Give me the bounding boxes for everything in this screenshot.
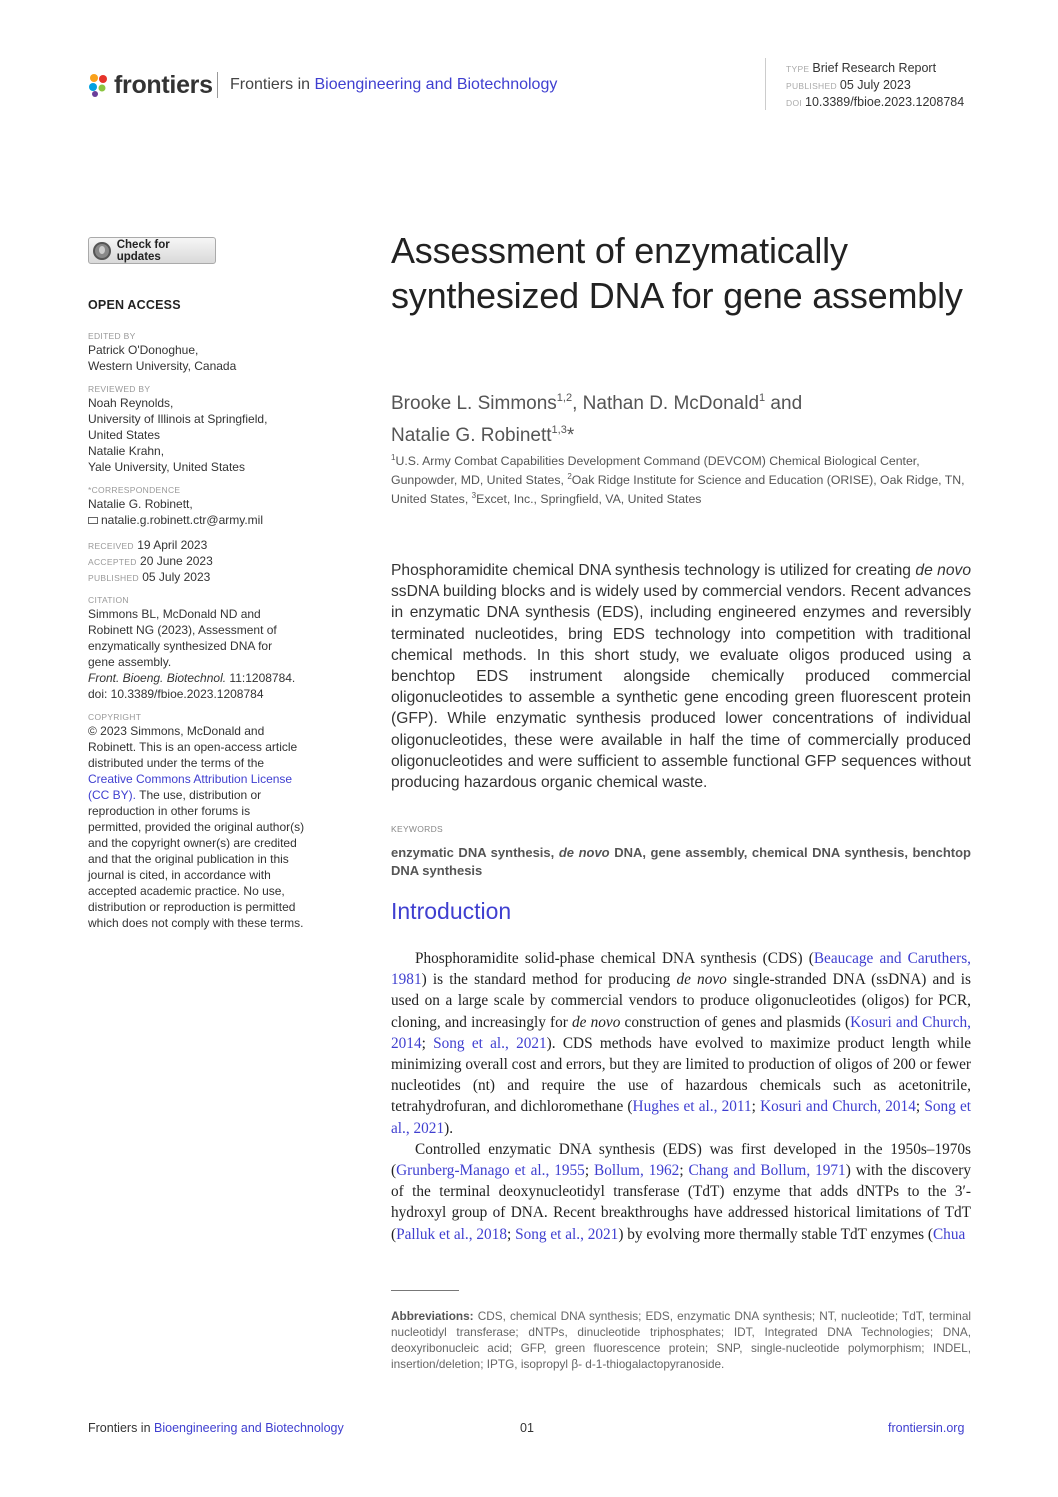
reviewed-by-section: REVIEWED BY Noah Reynolds, University of Illinois at Springfield, United States Natalie Krahn, Yale University, United States	[88, 384, 268, 474]
check-updates-icon	[93, 242, 111, 260]
reference-link[interactable]: Song et al., 2021	[391, 1098, 972, 1137]
footnote-divider	[391, 1290, 459, 1291]
paragraph: Controlled enzymatic DNA synthesis (EDS) was first developed in the 1950s–1970s (Grunberg-Manago et al., 1955; Bollum, 1962; Chang and Bollum, 1971) with the discovery of the terminal deoxynucleotidyl transferase (TdT) enzyme that adds dNTPs to the 3′-hydroxyl group of DNA. Recent breakthroughs have addressed historical limitations of TdT (Palluk et al., 2018; Song et al., 2021) by evolving more thermally stable TdT enzymes (Chua	[391, 1140, 971, 1243]
footer-journal[interactable]: Frontiers in Bioengineering and Biotechnology	[88, 1421, 344, 1435]
reference-link[interactable]: Kosuri and Church, 2014	[760, 1098, 916, 1116]
paragraph: Phosphoramidite solid-phase chemical DNA synthesis (CDS) (Beaucage and Caruthers, 1981) is the standard method for producing de novo single-stranded DNA (ssDNA) and is used on a large scale by commercial vendors to produce oligonucleotides (oligos) for PCR, cloning, and increasingly for de novo construction of genes and plasmids (Kosuri and Church, 2014; Song et al., 2021). CDS methods have evolved to maximize product length while minimizing overall cost and errors, but they are limited to production of oligos of 200 or fewer nucleotides (nt) and require the use of hazardous chemicals such as acetonitrile, tetrahydrofuran, and dichloromethane (Hughes et al., 2011; Kosuri and Church, 2014; Song et al., 2021).	[391, 950, 972, 1137]
dates-section: RECEIVED 19 April 2023 ACCEPTED 20 June 2023 PUBLISHED 05 July 2023	[88, 538, 213, 584]
correspondence-email-link[interactable]: natalie.g.robinett.ctr@army.mil	[101, 513, 264, 527]
author-name[interactable]: Brooke L. Simmons	[391, 393, 557, 414]
article-meta: TYPE Brief Research Report PUBLISHED 05 July 2023 DOI 10.3389/fbioe.2023.1208784	[786, 61, 965, 109]
reference-link[interactable]: Kosuri and Church, 2014	[391, 1013, 971, 1052]
correspondence-section: *CORRESPONDENCE Natalie G. Robinett, natalie.g.robinett.ctr@army.mil	[88, 485, 264, 527]
doi-link[interactable]: 10.3389/fbioe.2023.1208784	[805, 95, 965, 109]
article-info-sidebar	[88, 297, 328, 940]
frontiers-logo-icon	[88, 73, 110, 97]
affiliations: $^1$U.S. Army Combat Capabilities Development Command (DEVCOM) Chemical Biological Center, Gunpowder, MD, United States, $^2$Oak Ridge Institute for Science and Education (ORISE), Oak Ridge, TN, United States, $^3$Excet, Inc., Springfield, VA, United States	[391, 453, 965, 507]
abstract: Phosphoramidite chemical DNA synthesis technology is utilized for creating de novo ssDNA building blocks and is widely used by commercial vendors. Recent advances in enzymatic DNA synthesis (EDS), including engineered enzymes and reversibly terminated nucleotides, bring EDS technology into competition with traditional chemical methods. In this short study, we evaluate oligos produced using a benchtop EDS instrument alongside chemically produced commercial oligonucleotides to assemble a synthetic gene encoding green fluorescent protein (GFP). While enzymatic synthesis produced lower concentrations of individual oligonucleotides, these were available in half the time of commercially produced oligonucleotides and were sufficient to assemble functional GFP sequences without producing hazardous organic chemical waste.	[391, 562, 971, 792]
cc-by-link[interactable]: (CC BY).	[88, 788, 136, 802]
reference-link[interactable]: Beaucage and Caruthers, 1981	[391, 950, 971, 989]
author-list: Brooke L. Simmons$^{1,2}$, Nathan D. McDonald$^1$ and Natalie G. Robinett$^{1,3}$*	[391, 392, 803, 446]
footer-site-link[interactable]: frontiersin.org	[888, 1421, 965, 1435]
reference-link[interactable]: Bollum, 1962	[594, 1162, 680, 1180]
copyright-section: COPYRIGHT © 2023 Simmons, McDonald and Robinett. This is an open-access article distributed under the terms of the Creative Commons Attribution License (CC BY). The use, distribution or reproduction in other forums is permitted, provided the original author(s) and the copyright owner(s) are credited and that the original publication in this journal is cited, in accordance with accepted academic practice. No use, distribution or reproduction is permitted which does not comply with these terms.	[88, 711, 328, 931]
logo-wordmark: frontiers	[114, 71, 213, 99]
article-title: Assessment of enzymatically synthesized DNA for gene assembly	[391, 230, 963, 316]
open-access-label: OPEN ACCESS	[88, 298, 181, 312]
reference-link[interactable]: Song et al., 2021	[433, 1034, 547, 1052]
meta-divider	[765, 58, 766, 110]
abbreviations-footnote: Abbreviations: CDS, chemical DNA synthesis; EDS, enzymatic DNA synthesis; NT, nucleotide; TdT, terminal nucleotidyl transferase; dNTPs, dinucleotide triphosphates; IDT, Integrated DNA Technologies; DNA, deoxyribonucleic acid; GFP, green fluorescence protein; SNP, single-nucleotide polymorphism; INDEL, insertion/deletion; IPTG, isopropyl β- d-1-thiogalactopyranoside.	[391, 1309, 971, 1371]
reference-link[interactable]: Chang and Bollum, 1971	[688, 1162, 846, 1180]
journal-title[interactable]: Frontiers in Bioengineering and Biotechnology	[230, 76, 558, 93]
section-heading-introduction: Introduction	[391, 898, 512, 924]
author-name[interactable]: Natalie G. Robinett	[391, 425, 552, 446]
reference-link[interactable]: Song et al., 2021	[515, 1225, 619, 1243]
reference-link[interactable]: Palluk et al., 2018	[396, 1225, 507, 1243]
header-divider	[217, 72, 218, 98]
reference-link[interactable]: Chua	[932, 1225, 966, 1243]
keywords-label: KEYWORDS	[391, 824, 443, 834]
edited-by-section: EDITED BY Patrick O'Donoghue, Western University, Canada	[88, 331, 237, 373]
frontiers-logo[interactable]	[88, 70, 218, 100]
author-name[interactable]: Nathan D. McDonald	[582, 393, 760, 414]
keywords: enzymatic DNA synthesis, de novo DNA, gene assembly, chemical DNA synthesis, benchtop DNA synthesis	[391, 845, 972, 878]
published-date: 05 July 2023	[839, 78, 911, 92]
article-type: Brief Research Report	[812, 61, 937, 75]
page-number: 01	[520, 1421, 534, 1435]
email-icon	[88, 517, 98, 524]
cc-license-link[interactable]: Creative Commons Attribution License	[88, 772, 293, 786]
check-for-updates-button[interactable]: Check for updates	[88, 237, 216, 264]
reference-link[interactable]: Grunberg-Manago et al., 1955	[396, 1162, 585, 1180]
article-body	[391, 948, 971, 1245]
citation-section: CITATION Simmons BL, McDonald ND and Robinett NG (2023), Assessment of enzymatically synthesized DNA for gene assembly. Front. Bioeng. Biotechnol. 11:1208784. doi: 10.3389/fbioe.2023.1208784	[88, 595, 296, 701]
reference-link[interactable]: Hughes et al., 2011	[632, 1098, 752, 1116]
